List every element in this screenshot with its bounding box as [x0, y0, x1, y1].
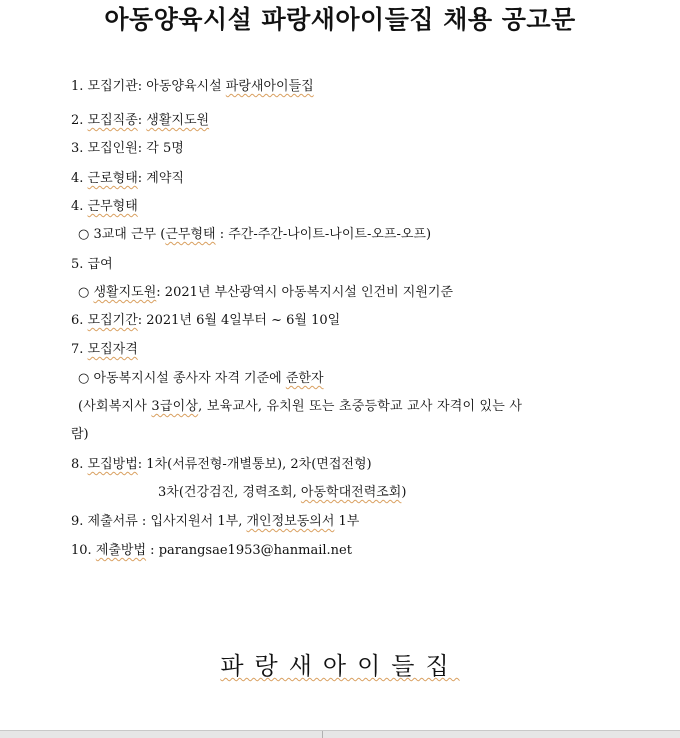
item-number: 4.: [71, 199, 88, 214]
item-value: 입사지원서 1부,: [150, 514, 247, 529]
item-value-underlined: 개인정보동의서: [246, 514, 335, 529]
item-label: 모집인원: [87, 141, 138, 156]
footer-org-name: [0, 648, 680, 684]
item-text-underlined: 아동학대전력조회: [300, 485, 402, 500]
item-recruiting-period: [71, 312, 340, 330]
item-text: ): [401, 485, 407, 500]
item-salary: [71, 256, 113, 274]
item-qualifications: [71, 341, 138, 359]
item-job-type: [71, 112, 209, 130]
item-recruiting-method-cont: [158, 484, 406, 502]
item-text-underlined: 생활지도원: [93, 285, 157, 300]
item-separator: :: [137, 79, 147, 94]
item-qualifications-list: [78, 398, 522, 416]
item-employment-type: [71, 170, 184, 188]
item-value: 2021년 6월 4일부터 ~ 6월 10일: [146, 313, 341, 328]
item-label: 근무형태: [87, 199, 138, 214]
item-number: 10.: [71, 543, 96, 558]
item-separator: :: [137, 457, 147, 472]
item-label: 제출방법: [95, 543, 147, 558]
item-number: 6.: [71, 313, 88, 328]
item-label: 모집직종: [87, 113, 138, 128]
item-number: 8.: [71, 457, 88, 472]
item-value: 각 5명: [146, 141, 184, 156]
item-label: 근로형태: [87, 171, 138, 186]
item-label: 모집기간: [87, 313, 138, 328]
item-separator: :: [137, 313, 147, 328]
bullet-text: ○ 아동복지시설 종사자 자격 기준에: [78, 371, 286, 386]
item-text: 람): [71, 427, 89, 442]
bullet-text: ○: [78, 285, 94, 300]
item-recruiting-org: [71, 78, 314, 96]
item-separator: :: [137, 171, 147, 186]
item-salary-detail: [78, 284, 453, 302]
item-value: 1차(서류전형-개별통보), 2차(면접전형): [146, 457, 372, 472]
item-text: : 주간-주간-나이트-나이트-오프-오프): [215, 227, 432, 242]
item-number: 5.: [71, 257, 88, 272]
footer-org-name-text: 파랑새아이들집: [220, 652, 460, 680]
email-address: parangsae1953@hanmail.net: [158, 543, 352, 558]
item-number: 3.: [71, 141, 88, 156]
item-number: 9.: [71, 514, 88, 529]
item-text-underlined: 근무형태: [165, 227, 216, 242]
item-value: 아동양육시설: [146, 79, 226, 94]
item-work-shift-detail: [78, 226, 431, 244]
item-qualifications-list-cont: [71, 426, 89, 444]
item-separator: :: [137, 113, 147, 128]
item-separator: :: [137, 514, 151, 529]
item-text-underlined: 준한자: [285, 371, 324, 386]
item-value-underlined: 생활지도원: [146, 113, 210, 128]
bullet-text: ○ 3교대 근무 (: [78, 227, 166, 242]
item-number: 4.: [71, 171, 88, 186]
item-work-shift: [71, 198, 138, 216]
item-label: 모집자격: [87, 342, 138, 357]
item-text-underlined: 3급이상: [151, 399, 199, 414]
item-separator: :: [137, 141, 147, 156]
item-label: 급여: [87, 257, 113, 272]
item-documents: [71, 513, 359, 531]
item-number: 7.: [71, 342, 88, 357]
item-number: 2.: [71, 113, 88, 128]
item-separator: :: [146, 543, 159, 558]
item-qualifications-detail: [78, 370, 324, 388]
item-label: 모집방법: [87, 457, 138, 472]
item-number: 1.: [71, 79, 88, 94]
page-title: 아동양육시설 파랑새아이들집 채용 공고문: [104, 5, 576, 34]
item-value: 계약직: [146, 171, 184, 186]
item-submission-method: [71, 542, 352, 560]
item-recruiting-method: [71, 456, 372, 474]
item-label: 제출서류: [87, 514, 138, 529]
item-text: 3차(건강검진, 경력조회,: [158, 485, 301, 500]
item-text: : 2021년 부산광역시 아동복지시설 인건비 지원기준: [156, 285, 454, 300]
item-label: 모집기관: [87, 79, 138, 94]
item-text: , 보육교사, 유치원 또는 초중등학교 교사 자격이 있는 사: [198, 399, 523, 414]
item-value: 1부: [334, 514, 360, 529]
item-headcount: [71, 140, 184, 158]
item-text: (사회복지사: [78, 399, 152, 414]
item-value-underlined: 파랑새아이들집: [225, 79, 314, 94]
